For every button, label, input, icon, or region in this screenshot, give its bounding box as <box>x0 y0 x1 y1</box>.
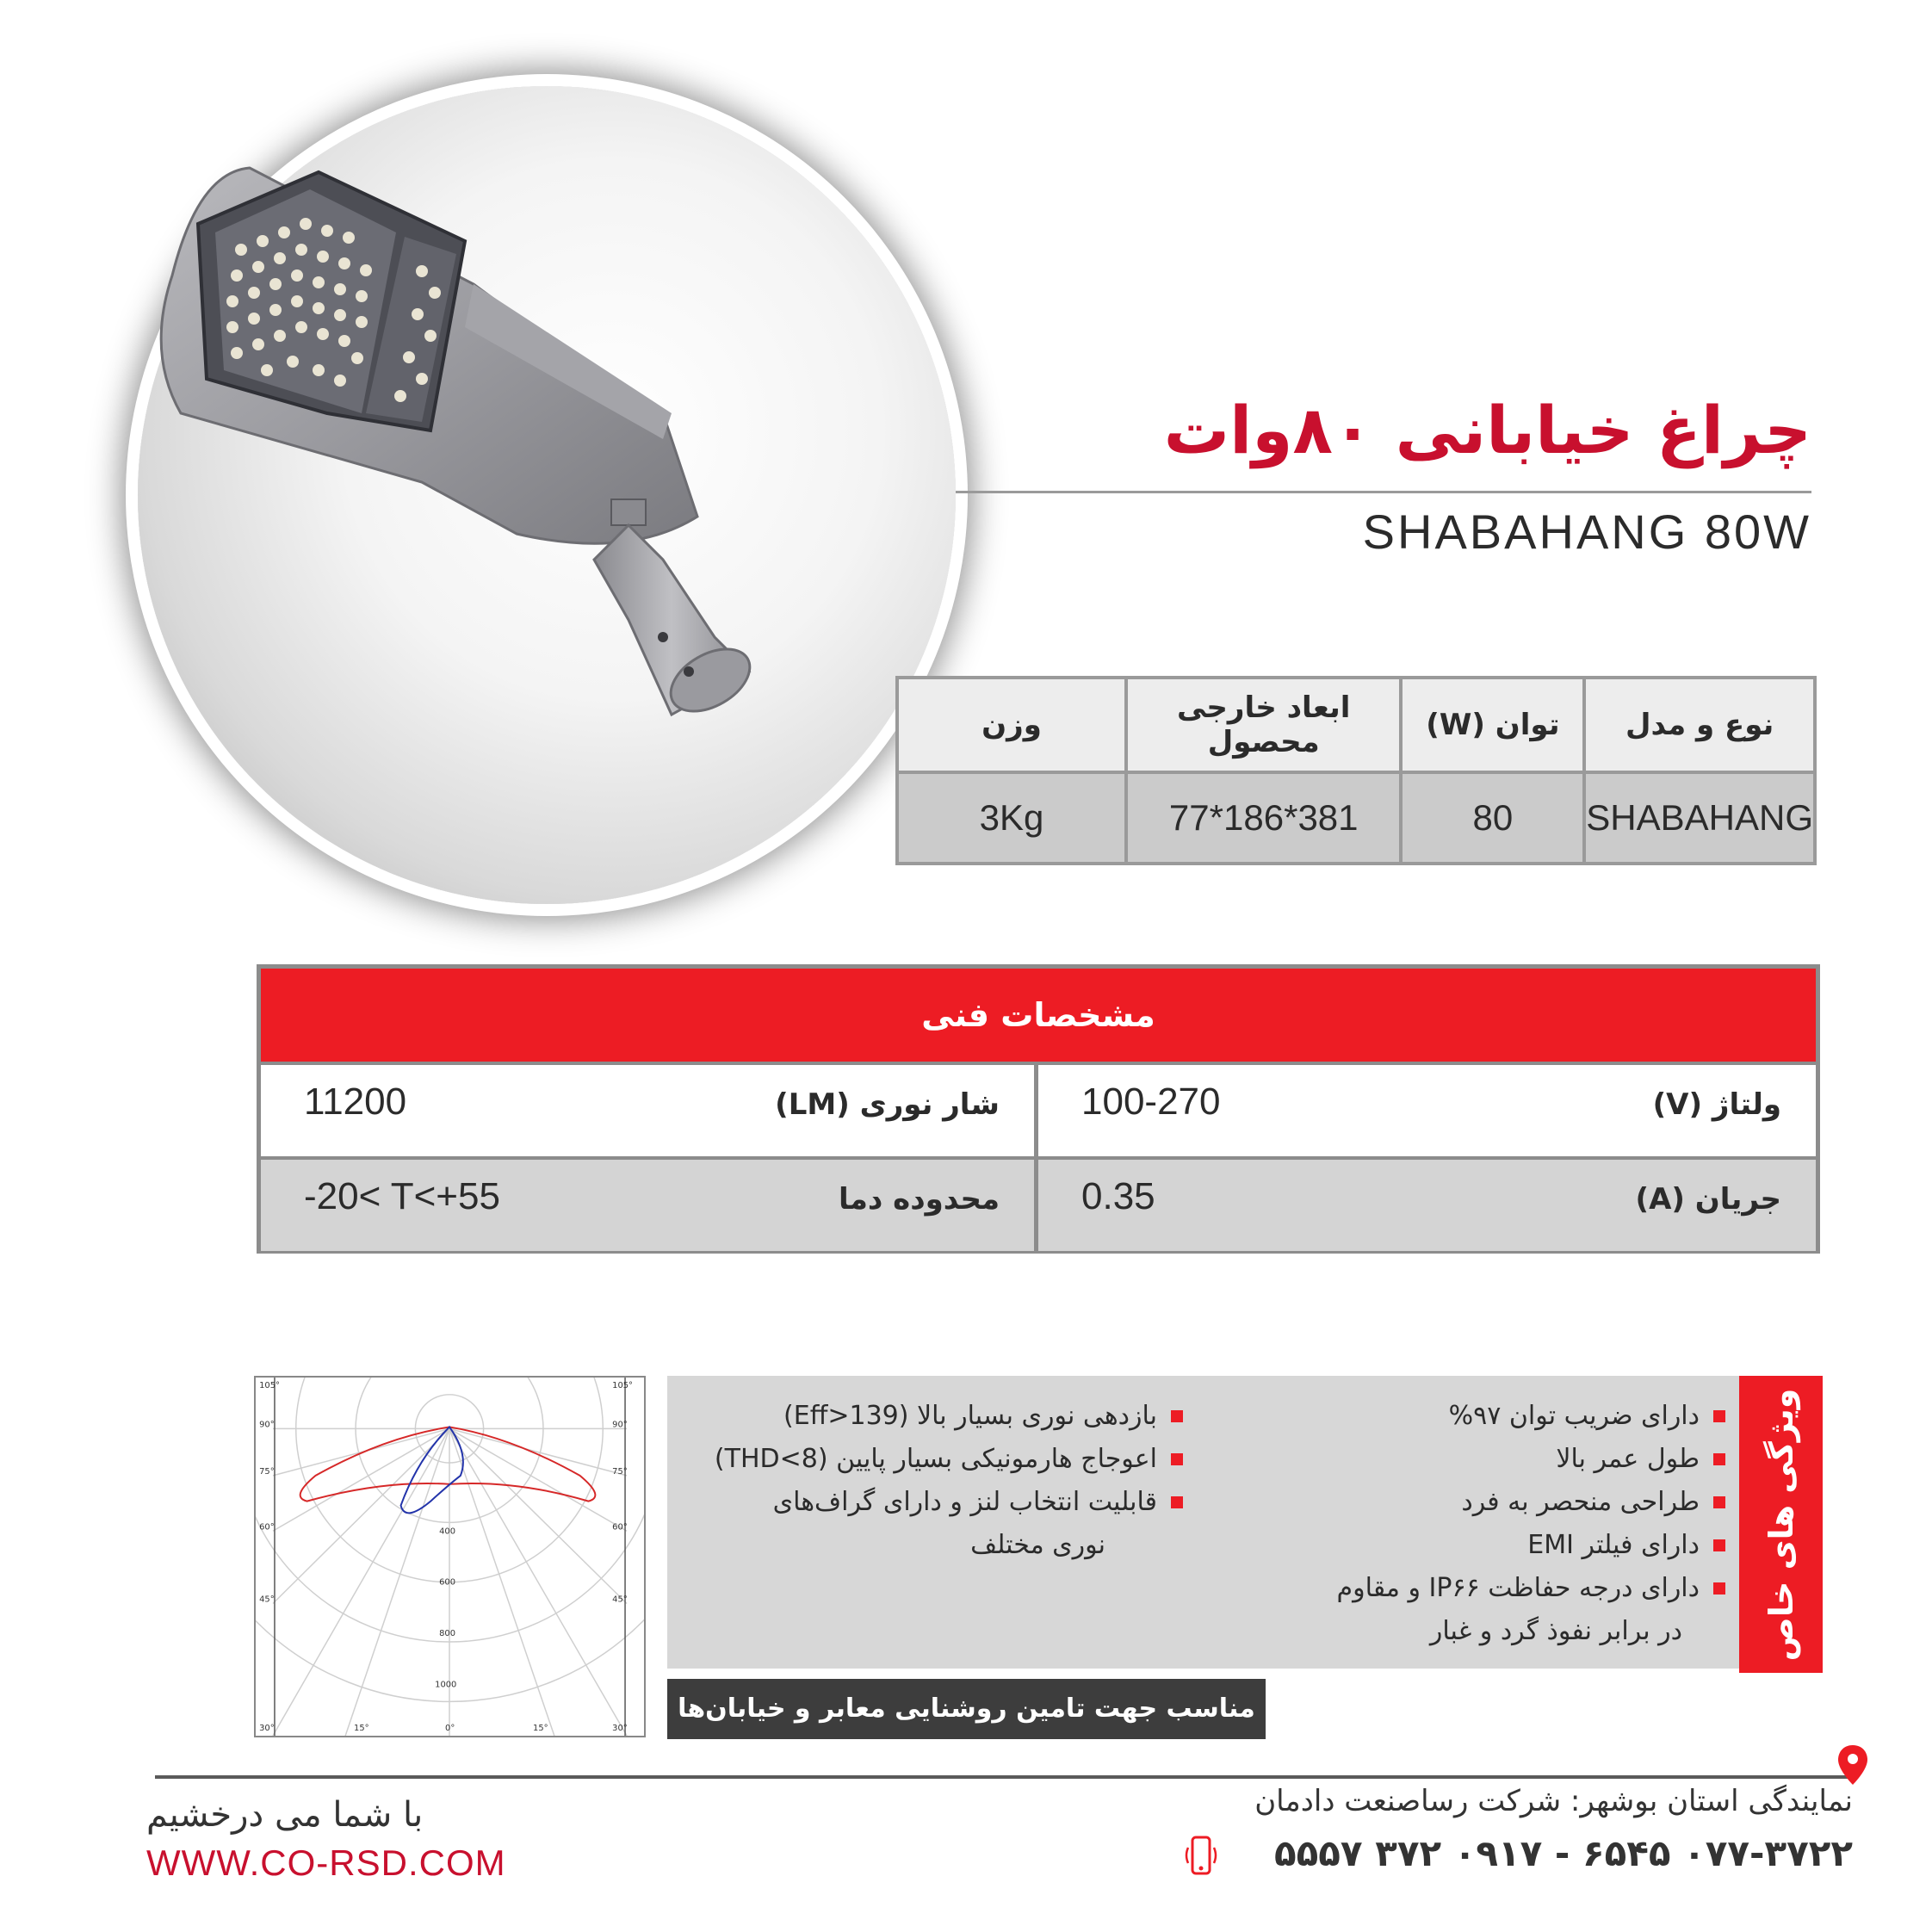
spec-value-luminous-flux: 11200 <box>304 1081 407 1123</box>
list-item <box>1205 1395 1731 1438</box>
bullet-icon <box>1713 1410 1725 1422</box>
header-power: توان (W) <box>1401 678 1584 772</box>
header-dimensions: ابعاد خارجی محصول <box>1126 678 1402 772</box>
model-table-value-row <box>897 772 1815 864</box>
phone-numbers: ۰۷۷-۳۷۲۲ ۶۵۴۵ - ۰۹۱۷ ۳۷۲ ۵۵۵۷ <box>1274 1832 1853 1874</box>
polar-angle-label: 60° <box>612 1522 628 1533</box>
polar-angle-label: 105° <box>259 1380 280 1390</box>
feature-text-continuation: در برابر نفوذ گرد و غبار <box>1429 1616 1682 1646</box>
bullet-icon <box>1713 1496 1725 1508</box>
polar-angle-label: 0° <box>445 1724 455 1734</box>
value-dimensions: 381*186*77 <box>1126 772 1402 864</box>
slogan: با شما می درخشیم <box>146 1795 424 1835</box>
feature-text: طول عمر بالا <box>1556 1444 1700 1474</box>
spec-label-temperature: محدوده دما <box>839 1182 1000 1217</box>
product-model-name: SHABAHANG 80W <box>1362 505 1811 559</box>
polar-angle-label: 45° <box>259 1595 275 1605</box>
model-table-header-row <box>897 678 1815 772</box>
spec-value-voltage: 100-270 <box>1081 1081 1221 1123</box>
spec-row <box>261 1062 1816 1156</box>
feature-text: اعوجاج هارمونیکی بسیار پایین (THD<8) <box>714 1444 1157 1474</box>
spec-label-current: جریان (A) <box>1635 1182 1781 1217</box>
technical-specs-table <box>257 964 1820 1254</box>
list-item <box>1205 1438 1731 1481</box>
features-right-column <box>1205 1395 1731 1653</box>
polar-angle-label: 105° <box>612 1380 634 1390</box>
polar-angle-label: 90° <box>259 1420 275 1430</box>
title-divider <box>956 491 1811 493</box>
polar-radial-label: 1000 <box>435 1680 457 1690</box>
polar-radial-label: 400 <box>439 1526 456 1537</box>
bullet-icon <box>1713 1453 1725 1465</box>
model-table <box>895 676 1817 865</box>
suitability-banner: مناسب جهت تامین روشنایی معابر و خیابان‌ها <box>667 1679 1266 1739</box>
feature-text: طراحی منحصر به فرد <box>1461 1487 1700 1517</box>
bullet-icon <box>1713 1582 1725 1595</box>
value-type-model: SHABAHANG <box>1584 772 1815 864</box>
spec-label-luminous-flux: شار نوری (LM) <box>775 1087 1000 1122</box>
value-weight: 3Kg <box>897 772 1126 864</box>
polar-radial-label: 800 <box>439 1629 456 1639</box>
product-title: چراغ خیابانی ۸۰وات <box>1163 392 1811 468</box>
mobile-phone-icon <box>1184 1834 1218 1880</box>
spec-cell-temperature <box>261 1160 1038 1251</box>
polar-angle-label: 75° <box>259 1466 275 1477</box>
spec-label-voltage: ولتاژ (V) <box>1652 1087 1781 1122</box>
value-power: 80 <box>1401 772 1584 864</box>
polar-radial-label: 600 <box>439 1577 456 1588</box>
location-pin-icon <box>1836 1743 1870 1786</box>
agency-info: نمایندگی استان بوشهر: شرکت رساصنعت دادمان <box>1254 1784 1853 1818</box>
polar-angle-label: 75° <box>612 1466 628 1477</box>
polar-angle-label: 15° <box>533 1724 548 1734</box>
header-type-model: نوع و مدل <box>1584 678 1815 772</box>
feature-text: بازدهی نوری بسیار بالا (Eff>139) <box>783 1401 1157 1431</box>
spec-cell-voltage <box>1038 1065 1816 1156</box>
list-item <box>1205 1481 1731 1524</box>
special-features-panel <box>667 1376 1739 1669</box>
header-weight: وزن <box>897 678 1126 772</box>
bullet-icon <box>1171 1496 1183 1508</box>
features-left-column <box>680 1395 1188 1567</box>
feature-text: دارای ضریب توان ۹۷% <box>1448 1401 1700 1431</box>
bullet-icon <box>1171 1410 1183 1422</box>
spec-row <box>261 1156 1816 1251</box>
spec-value-temperature: -20< T<+55 <box>304 1175 500 1217</box>
polar-angle-label: 30° <box>612 1724 628 1734</box>
bullet-icon <box>1171 1453 1183 1465</box>
light-distribution-polar-chart <box>254 1376 646 1737</box>
feature-text: دارای درجه حفاظت IP۶۶ و مقاوم <box>1336 1573 1700 1603</box>
spec-cell-current <box>1038 1160 1816 1251</box>
street-light-image <box>146 155 921 809</box>
polar-angle-label: 30° <box>259 1724 275 1734</box>
special-features-tab <box>1739 1376 1823 1673</box>
specs-heading: مشخصات فنی <box>261 969 1816 1062</box>
list-item <box>680 1395 1188 1438</box>
feature-text: دارای فیلتر EMI <box>1527 1530 1700 1560</box>
special-features-title: ویژگی های خاص <box>1762 1388 1800 1661</box>
list-item <box>680 1481 1188 1567</box>
list-item <box>680 1438 1188 1481</box>
list-item <box>1205 1567 1731 1653</box>
spec-value-current: 0.35 <box>1081 1175 1155 1217</box>
polar-angle-label: 15° <box>354 1724 369 1734</box>
website-link[interactable]: WWW.CO-RSD.COM <box>146 1842 506 1883</box>
list-item <box>1205 1524 1731 1567</box>
polar-angle-label: 90° <box>612 1420 628 1430</box>
polar-angle-label: 45° <box>612 1595 628 1605</box>
polar-angle-label: 60° <box>259 1522 275 1533</box>
feature-text: قابلیت انتخاب لنز و دارای گراف‌های <box>772 1487 1157 1517</box>
bullet-icon <box>1713 1539 1725 1551</box>
feature-text-continuation: نوری مختلف <box>970 1530 1105 1560</box>
footer-divider <box>155 1775 1851 1779</box>
spec-cell-luminous-flux <box>261 1065 1038 1156</box>
